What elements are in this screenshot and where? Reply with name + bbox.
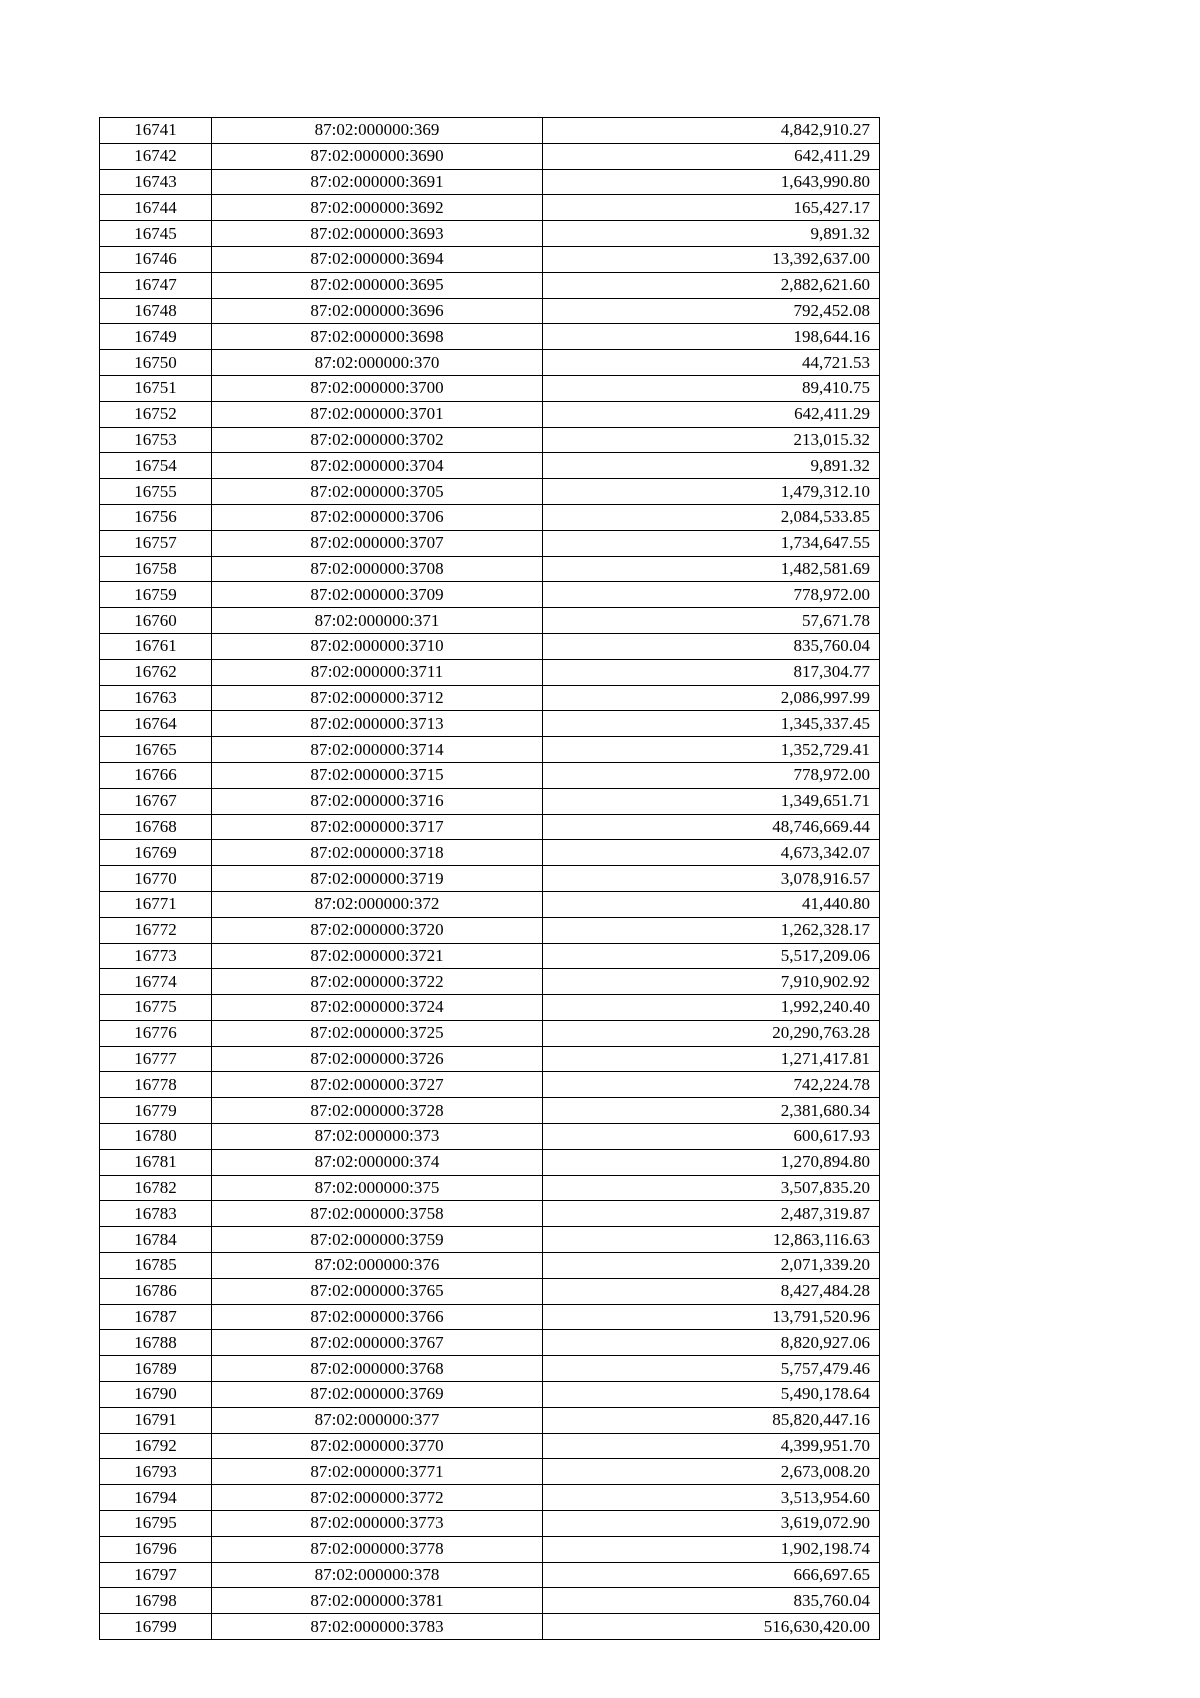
table-row	[100, 866, 880, 892]
row-number-cell: 16771	[100, 891, 212, 917]
cadastral-number-cell: 87:02:000000:3714	[212, 737, 543, 763]
row-number-cell: 16763	[100, 685, 212, 711]
cadastral-number-cell: 87:02:000000:3691	[212, 169, 543, 195]
table-row	[100, 1330, 880, 1356]
table-row	[100, 1149, 880, 1175]
value-cell: 792,452.08	[543, 298, 880, 324]
row-number-cell: 16741	[100, 118, 212, 144]
cadastral-number-cell: 87:02:000000:3771	[212, 1459, 543, 1485]
cadastral-number-cell: 87:02:000000:375	[212, 1175, 543, 1201]
cadastral-number-cell: 87:02:000000:370	[212, 350, 543, 376]
cadastral-number-cell: 87:02:000000:3710	[212, 633, 543, 659]
value-cell: 4,673,342.07	[543, 840, 880, 866]
row-number-cell: 16781	[100, 1149, 212, 1175]
value-cell: 9,891.32	[543, 453, 880, 479]
value-cell: 642,411.29	[543, 401, 880, 427]
value-cell: 1,349,651.71	[543, 788, 880, 814]
row-number-cell: 16778	[100, 1072, 212, 1098]
value-cell: 1,352,729.41	[543, 737, 880, 763]
table-row	[100, 1356, 880, 1382]
value-cell: 778,972.00	[543, 762, 880, 788]
cadastral-number-cell: 87:02:000000:3726	[212, 1046, 543, 1072]
value-cell: 778,972.00	[543, 582, 880, 608]
value-cell: 2,487,319.87	[543, 1201, 880, 1227]
table-row	[100, 1227, 880, 1253]
row-number-cell: 16769	[100, 840, 212, 866]
table-row	[100, 788, 880, 814]
row-number-cell: 16754	[100, 453, 212, 479]
cadastral-number-cell: 87:02:000000:3772	[212, 1485, 543, 1511]
value-cell: 213,015.32	[543, 427, 880, 453]
row-number-cell: 16782	[100, 1175, 212, 1201]
table-row	[100, 685, 880, 711]
row-number-cell: 16746	[100, 246, 212, 272]
value-cell: 642,411.29	[543, 143, 880, 169]
table-row	[100, 582, 880, 608]
row-number-cell: 16748	[100, 298, 212, 324]
value-cell: 1,479,312.10	[543, 479, 880, 505]
value-cell: 2,084,533.85	[543, 504, 880, 530]
cadastral-number-cell: 87:02:000000:3773	[212, 1511, 543, 1537]
table-row	[100, 324, 880, 350]
row-number-cell: 16752	[100, 401, 212, 427]
row-number-cell: 16777	[100, 1046, 212, 1072]
cadastral-number-cell: 87:02:000000:3707	[212, 530, 543, 556]
table-row	[100, 995, 880, 1021]
row-number-cell: 16760	[100, 608, 212, 634]
value-cell: 48,746,669.44	[543, 814, 880, 840]
table-row	[100, 1562, 880, 1588]
cadastral-number-cell: 87:02:000000:3778	[212, 1536, 543, 1562]
table-row	[100, 1304, 880, 1330]
table-row	[100, 659, 880, 685]
value-cell: 1,482,581.69	[543, 556, 880, 582]
value-cell: 5,490,178.64	[543, 1382, 880, 1408]
cadastral-number-cell: 87:02:000000:378	[212, 1562, 543, 1588]
table-row	[100, 375, 880, 401]
cadastral-number-cell: 87:02:000000:3765	[212, 1278, 543, 1304]
cadastral-number-cell: 87:02:000000:3694	[212, 246, 543, 272]
cadastral-number-cell: 87:02:000000:3698	[212, 324, 543, 350]
cadastral-number-cell: 87:02:000000:376	[212, 1253, 543, 1279]
table-row	[100, 1253, 880, 1279]
table-row	[100, 1588, 880, 1614]
row-number-cell: 16774	[100, 969, 212, 995]
cadastral-number-cell: 87:02:000000:3716	[212, 788, 543, 814]
value-cell: 165,427.17	[543, 195, 880, 221]
value-cell: 1,643,990.80	[543, 169, 880, 195]
cadastral-number-cell: 87:02:000000:3770	[212, 1433, 543, 1459]
value-cell: 1,270,894.80	[543, 1149, 880, 1175]
value-cell: 1,992,240.40	[543, 995, 880, 1021]
cadastral-number-cell: 87:02:000000:3721	[212, 943, 543, 969]
cadastral-number-cell: 87:02:000000:3783	[212, 1614, 543, 1640]
cadastral-number-cell: 87:02:000000:371	[212, 608, 543, 634]
cadastral-number-cell: 87:02:000000:369	[212, 118, 543, 144]
table-row	[100, 427, 880, 453]
value-cell: 1,902,198.74	[543, 1536, 880, 1562]
cadastral-number-cell: 87:02:000000:3727	[212, 1072, 543, 1098]
table-row	[100, 1072, 880, 1098]
row-number-cell: 16764	[100, 711, 212, 737]
table-row	[100, 1201, 880, 1227]
cadastral-number-cell: 87:02:000000:3758	[212, 1201, 543, 1227]
cadastral-number-cell: 87:02:000000:3767	[212, 1330, 543, 1356]
table-row	[100, 1278, 880, 1304]
row-number-cell: 16745	[100, 221, 212, 247]
row-number-cell: 16766	[100, 762, 212, 788]
value-cell: 1,734,647.55	[543, 530, 880, 556]
cadastral-number-cell: 87:02:000000:3768	[212, 1356, 543, 1382]
value-cell: 3,513,954.60	[543, 1485, 880, 1511]
row-number-cell: 16765	[100, 737, 212, 763]
cadastral-number-cell: 87:02:000000:3724	[212, 995, 543, 1021]
cadastral-number-cell: 87:02:000000:3704	[212, 453, 543, 479]
row-number-cell: 16799	[100, 1614, 212, 1640]
table-row	[100, 530, 880, 556]
table-row	[100, 195, 880, 221]
cadastral-number-cell: 87:02:000000:374	[212, 1149, 543, 1175]
value-cell: 8,427,484.28	[543, 1278, 880, 1304]
row-number-cell: 16759	[100, 582, 212, 608]
cadastral-number-cell: 87:02:000000:3759	[212, 1227, 543, 1253]
cadastral-number-cell: 87:02:000000:373	[212, 1124, 543, 1150]
value-cell: 2,086,997.99	[543, 685, 880, 711]
row-number-cell: 16742	[100, 143, 212, 169]
value-cell: 20,290,763.28	[543, 1020, 880, 1046]
cadastral-number-cell: 87:02:000000:3690	[212, 143, 543, 169]
value-cell: 516,630,420.00	[543, 1614, 880, 1640]
cadastral-number-cell: 87:02:000000:3702	[212, 427, 543, 453]
table-row	[100, 298, 880, 324]
value-cell: 3,619,072.90	[543, 1511, 880, 1537]
cadastral-number-cell: 87:02:000000:377	[212, 1407, 543, 1433]
row-number-cell: 16767	[100, 788, 212, 814]
value-cell: 2,071,339.20	[543, 1253, 880, 1279]
table-row	[100, 943, 880, 969]
row-number-cell: 16776	[100, 1020, 212, 1046]
cadastral-number-cell: 87:02:000000:3708	[212, 556, 543, 582]
row-number-cell: 16780	[100, 1124, 212, 1150]
row-number-cell: 16755	[100, 479, 212, 505]
value-cell: 1,271,417.81	[543, 1046, 880, 1072]
value-cell: 1,345,337.45	[543, 711, 880, 737]
row-number-cell: 16747	[100, 272, 212, 298]
row-number-cell: 16787	[100, 1304, 212, 1330]
row-number-cell: 16786	[100, 1278, 212, 1304]
table-row	[100, 633, 880, 659]
table-row	[100, 1098, 880, 1124]
table-row	[100, 1485, 880, 1511]
value-cell: 835,760.04	[543, 633, 880, 659]
cadastral-number-cell: 87:02:000000:3781	[212, 1588, 543, 1614]
cadastral-number-cell: 87:02:000000:3692	[212, 195, 543, 221]
row-number-cell: 16749	[100, 324, 212, 350]
value-cell: 85,820,447.16	[543, 1407, 880, 1433]
value-cell: 13,392,637.00	[543, 246, 880, 272]
table-row	[100, 1020, 880, 1046]
value-cell: 666,697.65	[543, 1562, 880, 1588]
row-number-cell: 16785	[100, 1253, 212, 1279]
row-number-cell: 16757	[100, 530, 212, 556]
cadastral-number-cell: 87:02:000000:3715	[212, 762, 543, 788]
value-cell: 2,882,621.60	[543, 272, 880, 298]
row-number-cell: 16773	[100, 943, 212, 969]
table-row	[100, 1511, 880, 1537]
cadastral-number-cell: 87:02:000000:3725	[212, 1020, 543, 1046]
cadastral-number-cell: 87:02:000000:3701	[212, 401, 543, 427]
value-cell: 44,721.53	[543, 350, 880, 376]
table-row	[100, 814, 880, 840]
row-number-cell: 16762	[100, 659, 212, 685]
table-row	[100, 401, 880, 427]
value-cell: 41,440.80	[543, 891, 880, 917]
row-number-cell: 16792	[100, 1433, 212, 1459]
cadastral-number-cell: 87:02:000000:3695	[212, 272, 543, 298]
row-number-cell: 16793	[100, 1459, 212, 1485]
value-cell: 5,757,479.46	[543, 1356, 880, 1382]
cadastral-number-cell: 87:02:000000:3700	[212, 375, 543, 401]
value-cell: 817,304.77	[543, 659, 880, 685]
value-cell: 4,399,951.70	[543, 1433, 880, 1459]
table-row	[100, 711, 880, 737]
row-number-cell: 16790	[100, 1382, 212, 1408]
table-row	[100, 737, 880, 763]
value-cell: 2,381,680.34	[543, 1098, 880, 1124]
table-row	[100, 1175, 880, 1201]
table-row	[100, 479, 880, 505]
table-row	[100, 891, 880, 917]
value-cell: 3,078,916.57	[543, 866, 880, 892]
table-row	[100, 1614, 880, 1640]
value-cell: 9,891.32	[543, 221, 880, 247]
row-number-cell: 16784	[100, 1227, 212, 1253]
row-number-cell: 16751	[100, 375, 212, 401]
table-row	[100, 1433, 880, 1459]
table-row	[100, 143, 880, 169]
value-cell: 5,517,209.06	[543, 943, 880, 969]
value-cell: 4,842,910.27	[543, 118, 880, 144]
row-number-cell: 16794	[100, 1485, 212, 1511]
table-row	[100, 1459, 880, 1485]
cadastral-number-cell: 87:02:000000:372	[212, 891, 543, 917]
table-row	[100, 1382, 880, 1408]
row-number-cell: 16788	[100, 1330, 212, 1356]
table-row	[100, 272, 880, 298]
row-number-cell: 16744	[100, 195, 212, 221]
value-cell: 2,673,008.20	[543, 1459, 880, 1485]
table-row	[100, 221, 880, 247]
table-row	[100, 969, 880, 995]
cadastral-number-cell: 87:02:000000:3693	[212, 221, 543, 247]
value-cell: 600,617.93	[543, 1124, 880, 1150]
table-row	[100, 246, 880, 272]
cadastral-number-cell: 87:02:000000:3766	[212, 1304, 543, 1330]
table-row	[100, 169, 880, 195]
cadastral-number-cell: 87:02:000000:3711	[212, 659, 543, 685]
cadastral-number-cell: 87:02:000000:3720	[212, 917, 543, 943]
row-number-cell: 16779	[100, 1098, 212, 1124]
cadastral-number-cell: 87:02:000000:3696	[212, 298, 543, 324]
value-cell: 89,410.75	[543, 375, 880, 401]
table-row	[100, 608, 880, 634]
table-body	[100, 118, 880, 1640]
value-cell: 3,507,835.20	[543, 1175, 880, 1201]
cadastral-number-cell: 87:02:000000:3717	[212, 814, 543, 840]
cadastral-number-cell: 87:02:000000:3709	[212, 582, 543, 608]
row-number-cell: 16768	[100, 814, 212, 840]
table-row	[100, 1407, 880, 1433]
row-number-cell: 16795	[100, 1511, 212, 1537]
value-cell: 7,910,902.92	[543, 969, 880, 995]
value-cell: 13,791,520.96	[543, 1304, 880, 1330]
table-row	[100, 556, 880, 582]
table-row	[100, 762, 880, 788]
row-number-cell: 16743	[100, 169, 212, 195]
cadastral-number-cell: 87:02:000000:3728	[212, 1098, 543, 1124]
cadastral-number-cell: 87:02:000000:3769	[212, 1382, 543, 1408]
row-number-cell: 16750	[100, 350, 212, 376]
value-cell: 1,262,328.17	[543, 917, 880, 943]
table-row	[100, 350, 880, 376]
cadastral-number-cell: 87:02:000000:3712	[212, 685, 543, 711]
row-number-cell: 16789	[100, 1356, 212, 1382]
value-cell: 57,671.78	[543, 608, 880, 634]
row-number-cell: 16758	[100, 556, 212, 582]
row-number-cell: 16772	[100, 917, 212, 943]
table-row	[100, 840, 880, 866]
table-row	[100, 453, 880, 479]
cadastral-number-cell: 87:02:000000:3706	[212, 504, 543, 530]
row-number-cell: 16798	[100, 1588, 212, 1614]
value-cell: 12,863,116.63	[543, 1227, 880, 1253]
row-number-cell: 16770	[100, 866, 212, 892]
row-number-cell: 16761	[100, 633, 212, 659]
table-row	[100, 1124, 880, 1150]
value-cell: 742,224.78	[543, 1072, 880, 1098]
table-row	[100, 1536, 880, 1562]
row-number-cell: 16797	[100, 1562, 212, 1588]
value-cell: 8,820,927.06	[543, 1330, 880, 1356]
table-row	[100, 917, 880, 943]
row-number-cell: 16775	[100, 995, 212, 1021]
cadastral-number-cell: 87:02:000000:3722	[212, 969, 543, 995]
table-row	[100, 504, 880, 530]
row-number-cell: 16783	[100, 1201, 212, 1227]
row-number-cell: 16753	[100, 427, 212, 453]
table-row	[100, 1046, 880, 1072]
cadastral-value-table	[99, 117, 880, 1640]
value-cell: 198,644.16	[543, 324, 880, 350]
cadastral-number-cell: 87:02:000000:3719	[212, 866, 543, 892]
row-number-cell: 16791	[100, 1407, 212, 1433]
cadastral-number-cell: 87:02:000000:3705	[212, 479, 543, 505]
cadastral-number-cell: 87:02:000000:3713	[212, 711, 543, 737]
table-row	[100, 118, 880, 144]
row-number-cell: 16756	[100, 504, 212, 530]
row-number-cell: 16796	[100, 1536, 212, 1562]
cadastral-number-cell: 87:02:000000:3718	[212, 840, 543, 866]
value-cell: 835,760.04	[543, 1588, 880, 1614]
